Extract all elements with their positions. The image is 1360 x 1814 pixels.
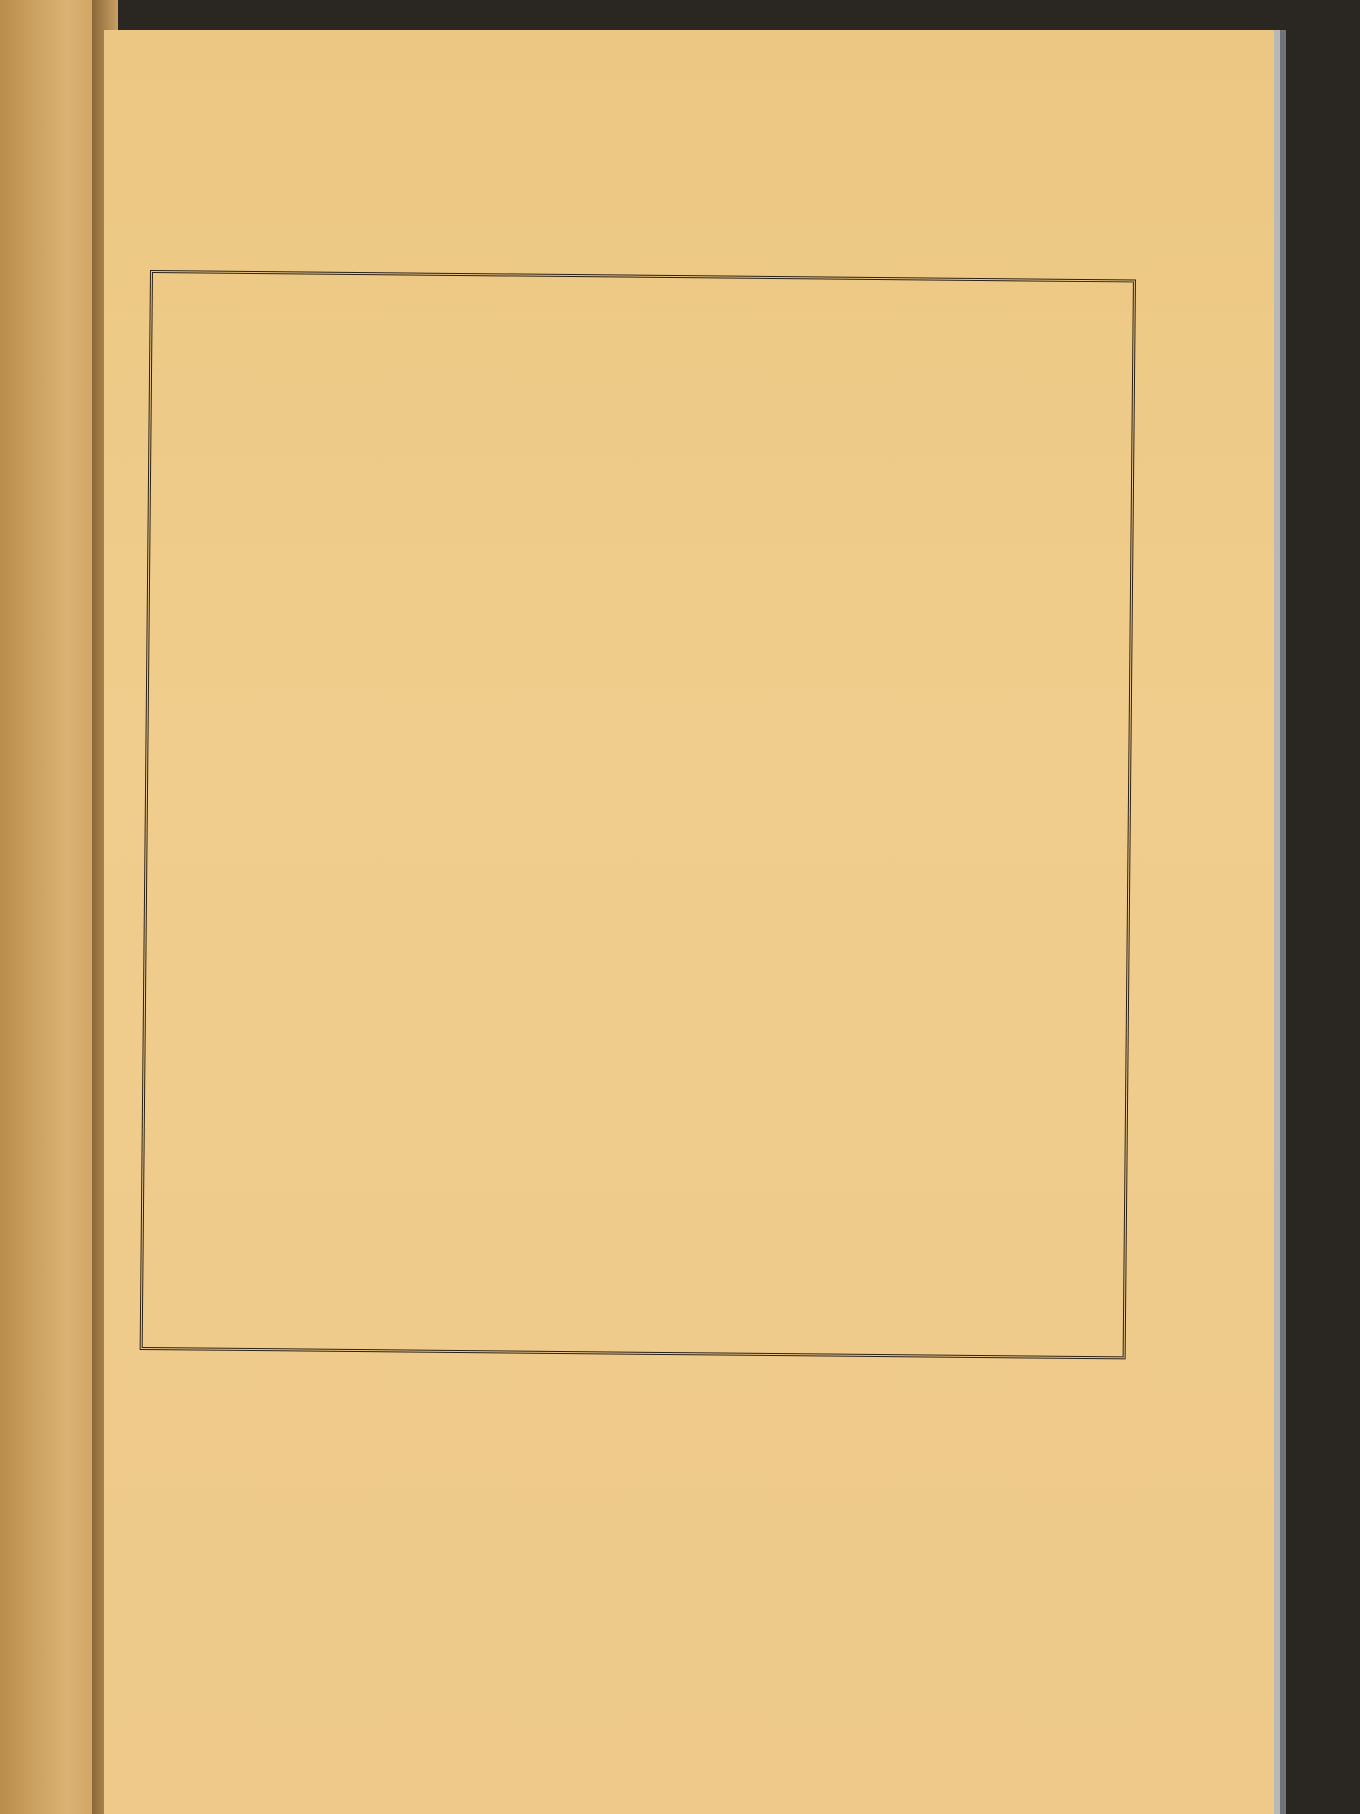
loads-table xyxy=(140,270,1136,1359)
